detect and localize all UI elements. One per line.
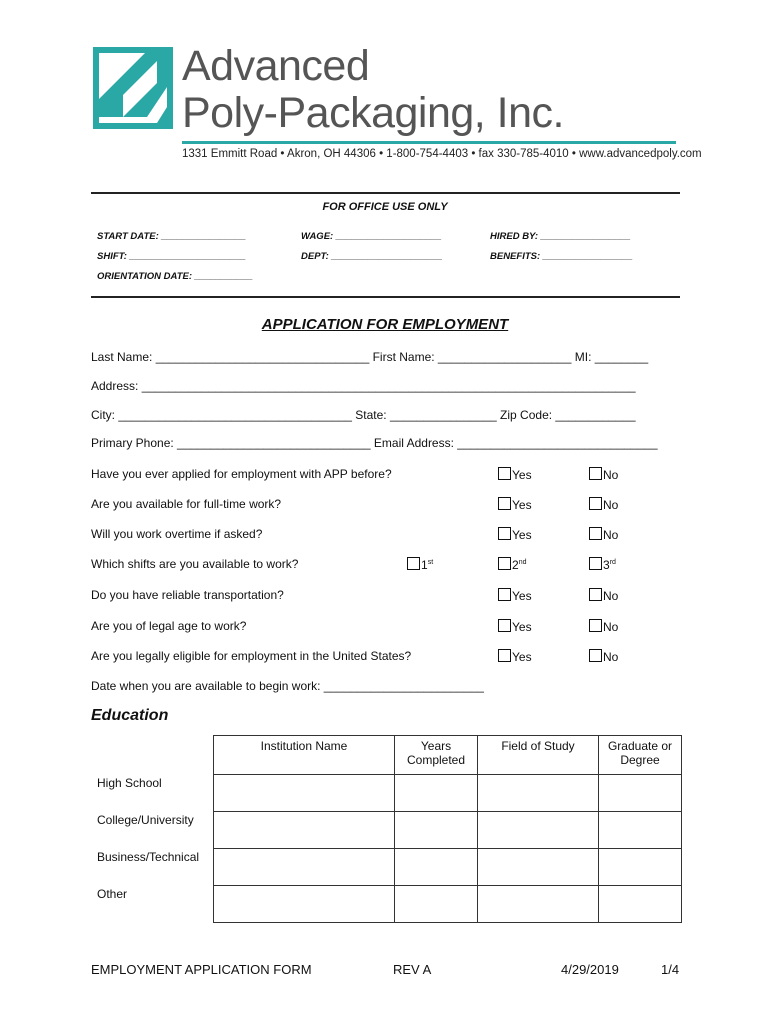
yes-label: Yes: [512, 589, 532, 603]
shift-1-suffix: st: [427, 559, 434, 566]
col-years-line2: Completed: [406, 753, 466, 767]
no-label: No: [603, 528, 619, 542]
header-accent-line: [182, 141, 676, 144]
col-header-years: [395, 736, 478, 775]
question-overtime: Will you work overtime if asked?: [91, 527, 263, 541]
dept-field[interactable]: DEPT: _____________________: [301, 251, 443, 262]
checkbox-icon[interactable]: [498, 497, 511, 510]
benefits-field[interactable]: BENEFITS: _________________: [490, 251, 633, 262]
col-header-institution: Institution Name: [214, 736, 395, 775]
checkbox-icon[interactable]: [407, 557, 420, 570]
transportation-yes[interactable]: [498, 588, 532, 603]
shift-3rd-option[interactable]: [589, 557, 616, 572]
checkbox-icon[interactable]: [498, 619, 511, 632]
city-state-zip-line[interactable]: City: ___________________________________ State: ________________ Zip Code: ____________: [91, 408, 636, 422]
table-cell[interactable]: [599, 775, 682, 812]
shift-1st-option[interactable]: [407, 557, 433, 572]
checkbox-icon[interactable]: [498, 649, 511, 662]
table-cell[interactable]: [395, 812, 478, 849]
question-full-time: Are you available for full-time work?: [91, 497, 282, 511]
table-cell[interactable]: [395, 849, 478, 886]
yes-label: Yes: [512, 468, 532, 482]
start-date-field[interactable]: START DATE: ________________: [97, 231, 246, 242]
shift-field[interactable]: SHIFT: ______________________: [97, 251, 246, 262]
transportation-no[interactable]: [589, 588, 618, 603]
hired-by-field[interactable]: HIRED BY: _________________: [490, 231, 631, 242]
divider-bottom: [91, 296, 680, 298]
question-transportation: Do you have reliable transportation?: [91, 588, 284, 602]
company-address: 1331 Emmitt Road • Akron, OH 44306 • 1-800-754-4403 • fax 330-785-4010 • www.advancedpoly.com: [182, 148, 702, 160]
table-cell[interactable]: [214, 849, 395, 886]
table-cell[interactable]: [478, 849, 599, 886]
overtime-yes[interactable]: [498, 527, 532, 542]
education-title: Education: [91, 707, 169, 724]
wage-field[interactable]: WAGE: ____________________: [301, 231, 442, 242]
row-label-business: Business/Technical: [97, 850, 200, 864]
col-years-line1: Years: [420, 739, 452, 753]
no-label: No: [603, 498, 619, 512]
yes-label: Yes: [512, 620, 532, 634]
available-date-line[interactable]: Date when you are available to begin work: ________________________: [91, 679, 484, 693]
legal-age-no[interactable]: [589, 619, 618, 634]
checkbox-icon[interactable]: [589, 557, 602, 570]
checkbox-icon[interactable]: [589, 588, 602, 601]
table-cell[interactable]: [478, 812, 599, 849]
table-cell[interactable]: [214, 886, 395, 923]
table-cell[interactable]: [599, 886, 682, 923]
row-label-high-school: High School: [97, 776, 162, 790]
table-cell[interactable]: [214, 812, 395, 849]
table-cell[interactable]: [478, 886, 599, 923]
question-legal-age: Are you of legal age to work?: [91, 619, 247, 633]
no-label: No: [603, 589, 619, 603]
question-applied-before: Have you ever applied for employment with APP before?: [91, 467, 392, 481]
table-cell[interactable]: [599, 812, 682, 849]
footer-rev: REV A: [393, 962, 432, 977]
legally-eligible-yes[interactable]: [498, 649, 532, 664]
no-label: No: [603, 468, 619, 482]
company-name-line2: Poly-Packaging, Inc.: [182, 89, 564, 137]
footer-date: 4/29/2019: [561, 962, 619, 977]
col-header-field: Field of Study: [478, 736, 599, 775]
question-legally-eligible: Are you legally eligible for employment in the United States?: [91, 649, 412, 663]
checkbox-icon[interactable]: [498, 467, 511, 480]
checkbox-icon[interactable]: [589, 467, 602, 480]
applied-before-yes[interactable]: [498, 467, 532, 482]
checkbox-icon[interactable]: [498, 527, 511, 540]
yes-label: Yes: [512, 498, 532, 512]
address-line[interactable]: Address: __________________________________________________________________________: [91, 379, 636, 393]
checkbox-icon[interactable]: [498, 588, 511, 601]
shift-2-suffix: nd: [518, 559, 527, 566]
checkbox-icon[interactable]: [589, 497, 602, 510]
shift-3-label: 3: [603, 558, 610, 572]
row-label-college: College/University: [97, 813, 194, 827]
question-shifts: Which shifts are you available to work?: [91, 557, 299, 571]
shift-2-label: 2: [512, 558, 519, 572]
checkbox-icon[interactable]: [589, 619, 602, 632]
overtime-no[interactable]: [589, 527, 618, 542]
legal-age-yes[interactable]: [498, 619, 532, 634]
full-time-yes[interactable]: [498, 497, 532, 512]
table-cell[interactable]: [478, 775, 599, 812]
checkbox-icon[interactable]: [589, 649, 602, 662]
orientation-date-field[interactable]: ORIENTATION DATE: ___________: [97, 271, 253, 282]
shift-2nd-option[interactable]: [498, 557, 526, 572]
company-name-line1: Advanced: [182, 42, 370, 90]
shift-3-suffix: rd: [609, 559, 616, 566]
applied-before-no[interactable]: [589, 467, 618, 482]
table-cell[interactable]: [214, 775, 395, 812]
table-cell[interactable]: [599, 849, 682, 886]
divider-top: [91, 192, 680, 194]
col-header-graduate: [599, 736, 682, 775]
table-cell[interactable]: [395, 886, 478, 923]
company-logo-mark: [93, 47, 173, 129]
office-use-title: FOR OFFICE USE ONLY: [322, 201, 448, 213]
application-title: APPLICATION FOR EMPLOYMENT: [261, 316, 509, 333]
yes-label: Yes: [512, 650, 532, 664]
footer-form-name: EMPLOYMENT APPLICATION FORM: [91, 962, 312, 977]
name-line[interactable]: Last Name: ________________________________ First Name: ____________________ MI: ________: [91, 350, 649, 364]
no-label: No: [603, 620, 619, 634]
shift-1-label: 1: [421, 558, 428, 572]
no-label: No: [603, 650, 619, 664]
legally-eligible-no[interactable]: [589, 649, 618, 664]
footer-page: 1/4: [661, 962, 680, 977]
checkbox-icon[interactable]: [589, 527, 602, 540]
yes-label: Yes: [512, 528, 532, 542]
full-time-no[interactable]: [589, 497, 618, 512]
col-grad-line1: Graduate or: [607, 739, 673, 753]
col-grad-line2: Degree: [620, 753, 660, 767]
table-cell[interactable]: [395, 775, 478, 812]
phone-email-line[interactable]: Primary Phone: _____________________________ Email Address: ______________________________: [91, 436, 658, 450]
checkbox-icon[interactable]: [498, 557, 511, 570]
education-table: [213, 735, 682, 923]
row-label-other: Other: [97, 887, 128, 901]
